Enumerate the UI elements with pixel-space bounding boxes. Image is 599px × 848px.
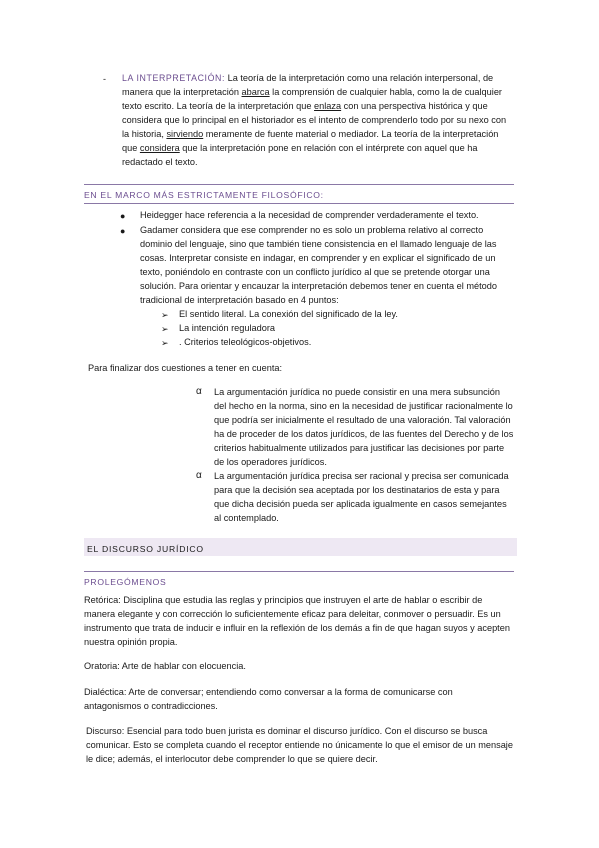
retorica-paragraph: Retórica: Disciplina que estudia las reglas y principios que instruyen el arte de hablar o escribir de manera elegante y con corrección lo suficientemente eficaz para deleitar, conmover o persuadir. Es un instrumento que trata de inducir e influir en la reflexión de los demás a fin de que hagan suyos y acepten nuestra opinión propia. [84,595,510,647]
marco-heading: EN EL MARCO MÁS ESTRICTAMENTE FILOSÓFICO: [84,190,324,200]
divider-bottom-marco [84,203,514,204]
bullet-dot-icon: ● [120,226,126,236]
interp-text-2: la comprensión de cualquier habla, como la de cualquier texto escrito. La teoría de la interpretación que [122,87,502,111]
interp-text-4: meramente de fuente material o mediador. La teoría de la interpretación que [122,129,499,153]
interpretacion-paragraph [122,71,514,169]
interpretacion-heading: LA INTERPRETACIÓN: [122,73,226,83]
arrow-bullet-icon: ➢ [161,338,169,348]
interp-text-3: con una perspectiva histórica y que considera que lo principal en el historiador es el intento de comprenderlo todo por su nexo con la historia, [122,101,507,139]
underlined-sirviendo: sirviendo [166,129,204,139]
underlined-abarca: abarca [241,87,270,97]
sub-item-intencion: La intención reguladora [179,323,276,333]
underlined-considera: considera [139,143,180,153]
finalizar-intro: Para finalizar dos cuestiones a tener en cuenta: [88,363,283,373]
arrow-bullet-icon: ➢ [161,310,169,320]
alpha-bullet-icon: α [196,470,202,481]
finalizar-item-1: La argumentación jurídica no puede consistir en una mera subsunción del hecho en la norma, sino en la necesidad de justificar racionalmente lo que podría ser inicialmente el resultado de una valoración. Tal valoración ha de proceder de los datos jurídicos, de las fuentes del Derecho y de los criterios habitualmente utilizados para justificar las decisiones por parte de los operadores jurídicos. [214,387,514,467]
interp-text-5: que la interpretación pone en relación con el intérprete con aquel que ha redactado el texto. [122,143,478,167]
sub-item-sentido-literal: El sentido literal. La conexión del significado de la ley. [179,309,398,319]
dash-bullet: - [103,74,106,84]
arrow-bullet-icon: ➢ [161,324,169,334]
heidegger-item: Heidegger hace referencia a la necesidad de comprender verdaderamente el texto. [140,210,479,220]
underlined-enlaza: enlaza [314,101,342,111]
discurso-paragraph: Discurso: Esencial para todo buen jurista es dominar el discurso jurídico. Con el discurso se busca comunicar. Esto se completa cuando el receptor entiende no únicamente lo que el emisor de un mensaje le dice; además, el interlocutor debe comprender lo que se quiere decir. [86,726,513,764]
divider-prolegomenos [84,571,514,572]
dialectica-paragraph: Dialéctica: Arte de conversar; entendiendo como conversar a la forma de comunicarse con antagonismos o contradicciones. [84,687,453,711]
bullet-dot-icon: ● [120,211,126,221]
oratoria-paragraph: Oratoria: Arte de hablar con elocuencia. [84,661,246,671]
interp-text-1: La teoría de la interpretación como una relación interpersonal, de manera que la interpretación [122,73,494,97]
sub-item-criterios: . Criterios teleológicos-objetivos. [179,337,312,347]
prolegomenos-heading: PROLEGÓMENOS [84,577,167,587]
divider-top-marco [84,184,514,185]
gadamer-item: Gadamer considera que ese comprender no es solo un problema relativo al correcto dominio del lenguaje, sino que también tiene consistencia en el llamado lenguaje de las cosas. Interpretar consiste en indagar, en comprender y en explicar el significado de un texto, poniéndolo en contraste con un conflicto jurídico al que se pretende otorgar una solución. Para orientar y encauzar la interpretación debemos tener en cuenta el método tradicional de interpretación basado en 4 puntos: [140,225,497,305]
alpha-bullet-icon: α [196,386,202,397]
discurso-juridico-title: EL DISCURSO JURÍDICO [87,544,204,554]
finalizar-item-2: La argumentación jurídica precisa ser racional y precisa ser comunicada para que la decisión sea aceptada por los destinatarios de esta y para que dicha decisión pueda ser aplicada igualmente en casos semejantes al contemplado. [214,471,509,523]
